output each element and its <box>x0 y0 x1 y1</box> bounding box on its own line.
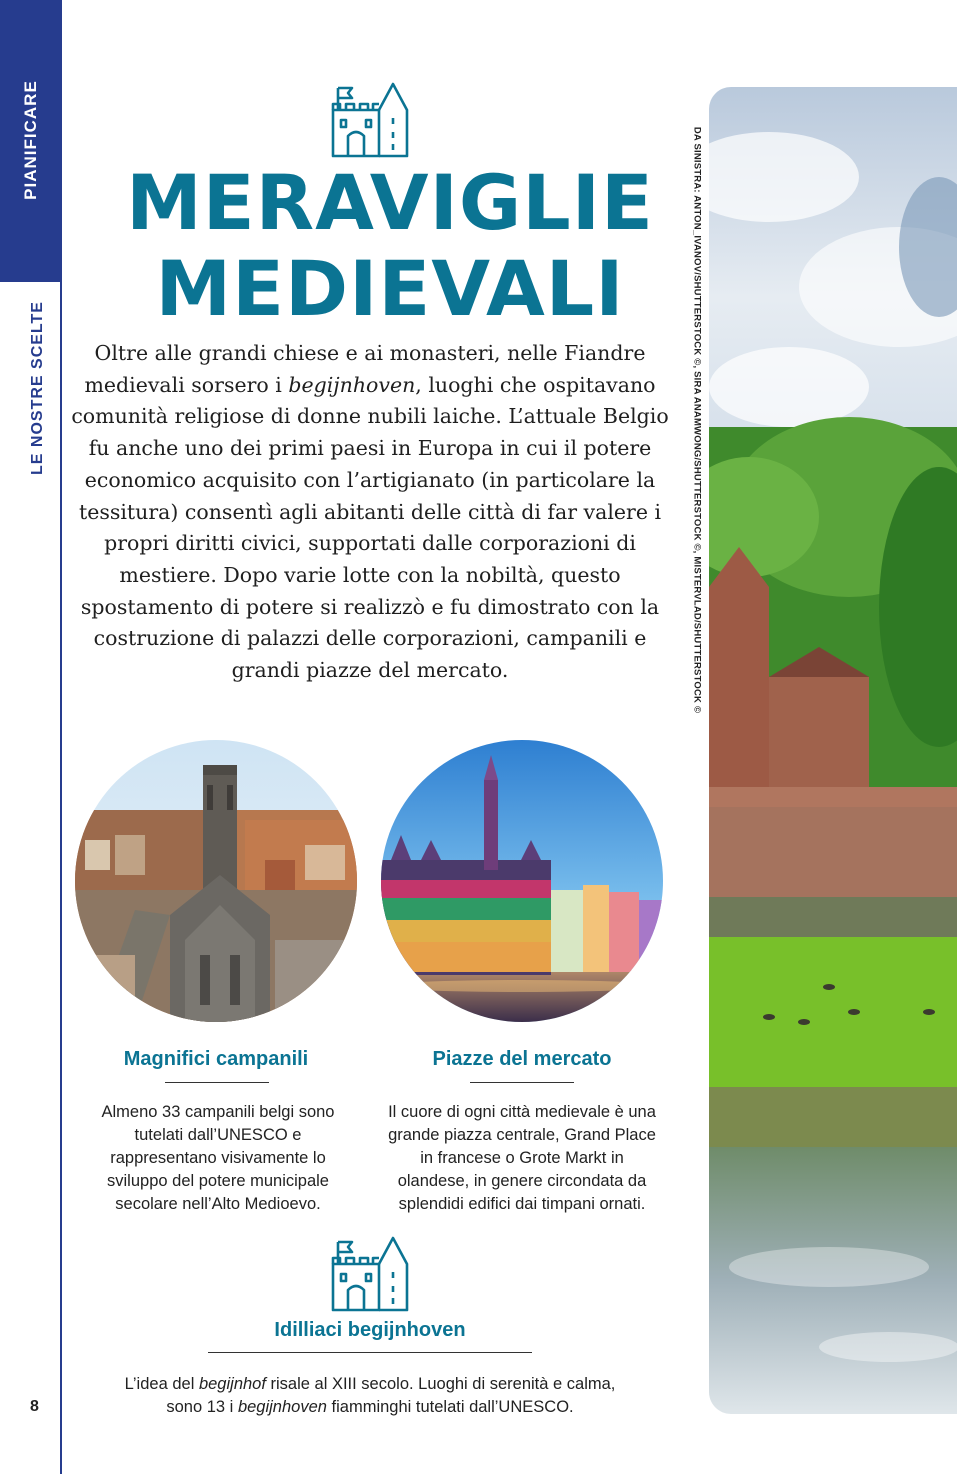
intro-paragraph <box>70 338 670 687</box>
section-tab <box>0 0 62 282</box>
begijnhoven-rule <box>208 1352 532 1353</box>
begijnhoven-text <box>110 1373 630 1419</box>
feature-title-belfries: Magnifici campanili <box>123 1048 309 1070</box>
belfry-photo <box>75 740 357 1022</box>
begijnhoven-text-1: L’idea del <box>124 1375 199 1393</box>
intro-text-1: Oltre alle grandi chiese e ai monasteri, nelle Fiandre medievali sorsero i <box>84 341 646 397</box>
castle-icon <box>330 80 410 158</box>
photo-credit: DA SINISTRA: ANTON_IVANOV/SHUTTERSTOCK ©, SIRA ANAMWONG/SHUTTERSTOCK ©, MISTERVLAD/SHUTTERSTOCK © <box>691 126 703 714</box>
feature-text-belfries: Almeno 33 campanili belgi sono tutelati dall’UNESCO e rappresentano visivamente lo sviluppo del potere municipale secolare nell’Alto Medioevo. <box>101 1103 335 1213</box>
begijnhoven-text-2: risale al XIII secolo. Luoghi di serenità e calma, sono 13 i <box>166 1375 616 1416</box>
title-line-2: MEDIEVALI <box>155 244 625 333</box>
intro-text-2: , luoghi che ospitavano comunità religiose di donne nubili laiche. L’attuale Belgio fu anche uno dei primi paesi in Europa in cui il potere economico acquisito con l’artigianato (in particolare la tessitura) consentì agli abitanti delle città di far valere i propri diritti civici, supportati dalle corporazioni di mestiere. Dopo varie lotte con la nobiltà, questo spostamento di potere si realizzò e fu dimostrato con la costruzione di palazzi delle corporazioni, campanili e grandi piazze del mercato. <box>71 372 669 683</box>
feature-text-markets: Il cuore di ogni città medievale è una grande piazza centrale, Grand Place in francese o Grote Markt in olandese, in genere circondata da splendidi edifici dai timpani ornati. <box>388 1103 656 1213</box>
feature-rule-belfries <box>165 1082 269 1083</box>
subsection-label: LE NOSTRE SCELTE <box>29 301 46 475</box>
begijnhoven-italic-2: begijnhoven <box>237 1398 327 1416</box>
begijnhoven-italic-1: begijnhof <box>198 1375 266 1393</box>
intro-italic: begijnhoven <box>288 372 416 397</box>
page-title <box>70 160 710 332</box>
feature-title-markets: Piazze del mercato <box>432 1048 612 1070</box>
feature-rule-markets <box>470 1082 574 1083</box>
market-square-photo <box>381 740 663 1022</box>
begijnhoven-title: Idilliaci begijnhoven <box>274 1319 466 1341</box>
begijnhoven-text-3: fiamminghi tutelati dall’UNESCO. <box>326 1398 574 1416</box>
castle-icon <box>330 1234 410 1312</box>
section-tab-rule <box>60 282 62 1474</box>
begijnhof-photo <box>709 87 957 1414</box>
section-tab-label: PIANIFICARE <box>21 80 40 200</box>
title-line-1: MERAVIGLIE <box>126 158 654 247</box>
page-number: 8 <box>30 1398 39 1415</box>
